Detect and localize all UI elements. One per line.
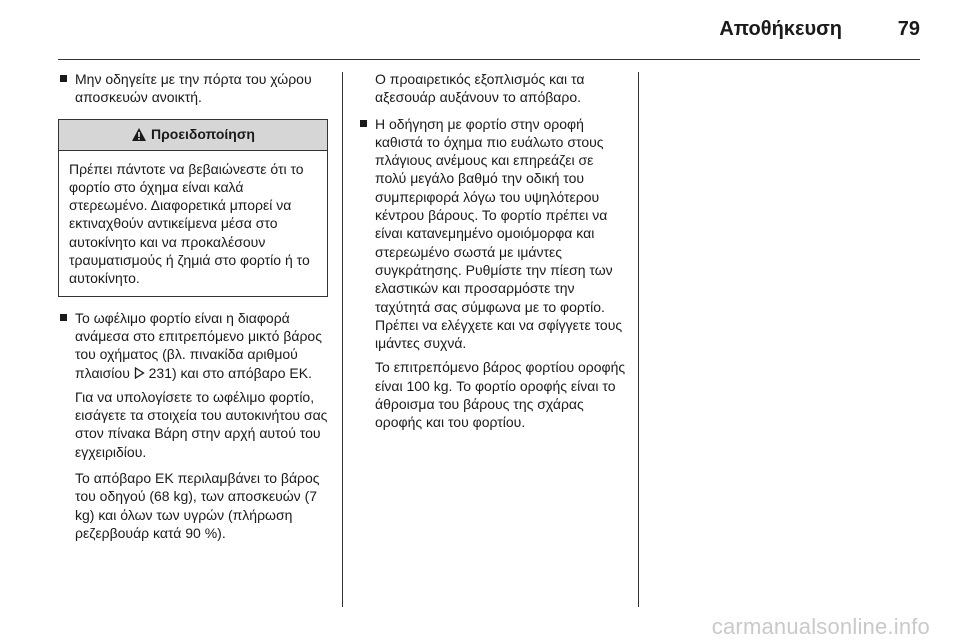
payload-text-end: 231) και στο απόβαρο ΕΚ. — [144, 364, 312, 381]
watermark-text: carmanualsonline.info — [711, 614, 930, 639]
warning-title: Προειδοποίηση — [151, 126, 255, 143]
paragraph-roof-load-limit: Το επιτρεπόμενο βάρος φορτίου οροφής είναι 100 kg. Το φορτίο οροφής είναι το άθροισμα του βάρους της σχάρας οροφής και του φορτίου. — [375, 359, 626, 431]
bullet-item-payload — [58, 309, 328, 382]
left-column — [58, 70, 328, 550]
middle-column — [358, 70, 626, 440]
paragraph-calc-payload: Για να υπολογίσετε το ωφέλιμο φορτίο, εισάγετε τα στοιχεία του αυτοκινήτου σας στον πίνακα Βάρη στην αρχή αυτού του εγχειριδίου. — [75, 388, 328, 460]
warning-text: Πρέπει πάντοτε να βεβαιώνεστε ότι το φορτίο στο όχημα είναι καλά στερεωμένο. Διαφορετικά μπορεί να εκτιναχθούν αντικείμενα μέσα στο αυτοκίνητο και να προκαλέσουν τραυματισμούς ή ζημιά στο φορτίο ή το αυτοκίνητο. — [69, 160, 310, 287]
bullet-item-open-trunk: Μην οδηγείτε με την πόρτα του χώρου αποσκευών ανοικτή. — [58, 70, 328, 107]
paragraph-kerb-weight: Το απόβαρο ΕΚ περιλαμβάνει το βάρος του οδηγού (68 kg), των αποσκευών (7 kg) και όλων των υγρών (πλήρωση ρεζερβουάρ κατά 90 %). — [75, 470, 320, 541]
page-header — [0, 0, 960, 60]
page-number: 79 — [897, 18, 920, 40]
page-reference-icon[interactable] — [134, 367, 145, 379]
column-divider-1 — [342, 72, 343, 607]
bullet-item-roof-load: Η οδήγηση με φορτίο στην οροφή καθιστά το όχημα πιο ευάλωτο στους πλάγιους ανέμους και επηρεάζει σε πολύ μεγάλο βαθμό την οδική του συμπεριφορά λόγω του υψηλότερου κέντρου βάρους. Το φορτίο πρέπει να είναι κατανεμημένο ομοιόμορφα και στερεωμένο σωστά με ιμάντες συγκράτησης. Ρυθμίστε την πίεση των ελαστικών και προσαρμόστε την ταχύτητά σας σύμφωνα με το φορτίο. Πρέπει να ελέγχετε και να σφίγγετε τους ιμάντες συχνά. — [358, 115, 626, 353]
warning-triangle-icon — [131, 127, 147, 142]
header-divider — [58, 59, 920, 60]
warning-header — [59, 120, 327, 151]
paragraph-optional-equipment: Ο προαιρετικός εξοπλισμός και τα αξεσουάρ αυξάνουν το απόβαρο. — [375, 71, 585, 106]
column-divider-2 — [638, 72, 639, 607]
warning-box — [58, 119, 328, 297]
section-title: Αποθήκευση — [719, 18, 842, 40]
payload-text-start: Το ωφέλιμο φορτίο είναι η διαφορά ανάμεσα στο επιτρεπόμενο μικτό βάρος του οχήματος (βλ. πινακίδα αριθμού πλαισίου — [75, 309, 322, 381]
